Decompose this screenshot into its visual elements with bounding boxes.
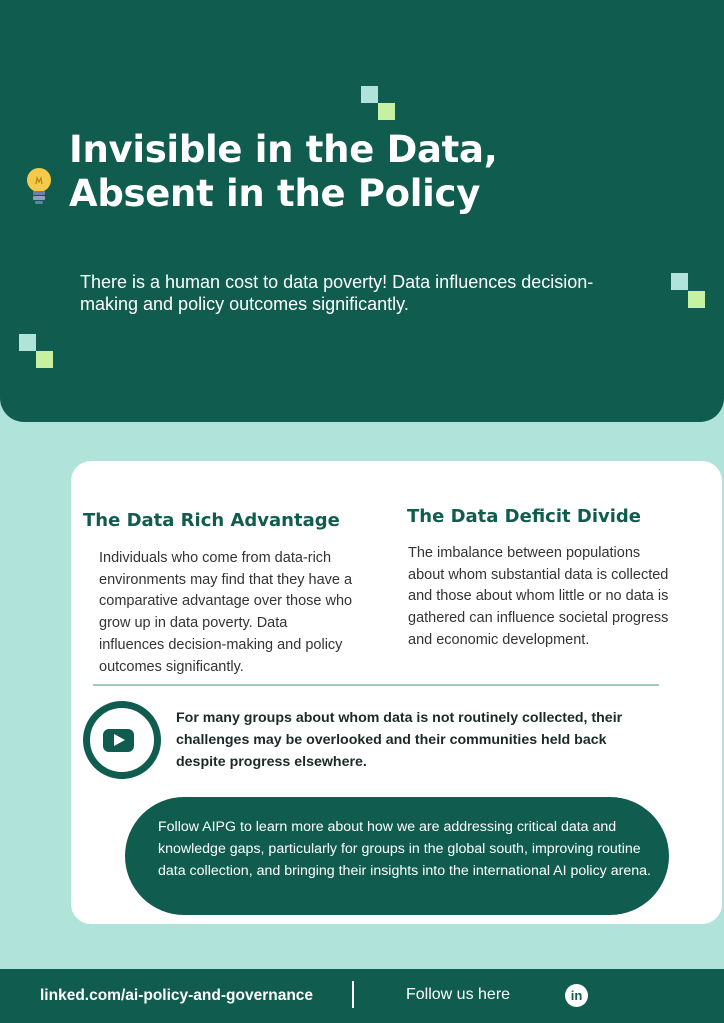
- section-text-data-rich: Individuals who come from data-rich environments may find that they have a comparative advantage over those who grow up in data poverty. Data influences decision-making and policy outcomes significantly.: [99, 550, 353, 675]
- section-text-data-deficit: The imbalance between populations about whom substantial data is collected and those about whom little or no data is gathered can influence societal progress and economic development.: [408, 545, 669, 648]
- section-heading-data-rich: The Data Rich Advantage: [83, 510, 340, 531]
- decor-square: [671, 273, 688, 290]
- hero-banner: [0, 0, 724, 422]
- play-icon: [114, 734, 125, 746]
- decor-square: [378, 103, 395, 120]
- title-line: Invisible in the Data,: [69, 128, 498, 171]
- callout-text: For many groups about whom data is not routinely collected, their challenges may be overlooked and their communities held back despite progress elsewhere.: [176, 710, 623, 770]
- footer-separator: [352, 981, 354, 1008]
- linkedin-icon[interactable]: in: [565, 984, 588, 1007]
- section-heading-data-deficit: The Data Deficit Divide: [407, 506, 641, 527]
- lightbulb-icon: [24, 166, 54, 206]
- title-line: Absent in the Policy: [69, 172, 481, 215]
- decor-square: [688, 291, 705, 308]
- follow-us-label: Follow us here: [406, 986, 511, 1003]
- follow-text: Follow AIPG to learn more about how we are addressing critical data and knowledge gaps, particularly for groups in the global south, improving routine data collection, and bringing their insights into the international AI policy arena.: [158, 819, 651, 879]
- decor-square: [36, 351, 53, 368]
- page-title: [69, 128, 629, 216]
- footer-link[interactable]: linked.com/ai-policy-and-governance: [40, 987, 314, 1004]
- section-divider: [93, 684, 659, 686]
- decor-square: [19, 334, 36, 351]
- intro-text: There is a human cost to data poverty! Data influences decision-making and policy outcomes significantly.: [80, 272, 594, 314]
- decor-square: [361, 86, 378, 103]
